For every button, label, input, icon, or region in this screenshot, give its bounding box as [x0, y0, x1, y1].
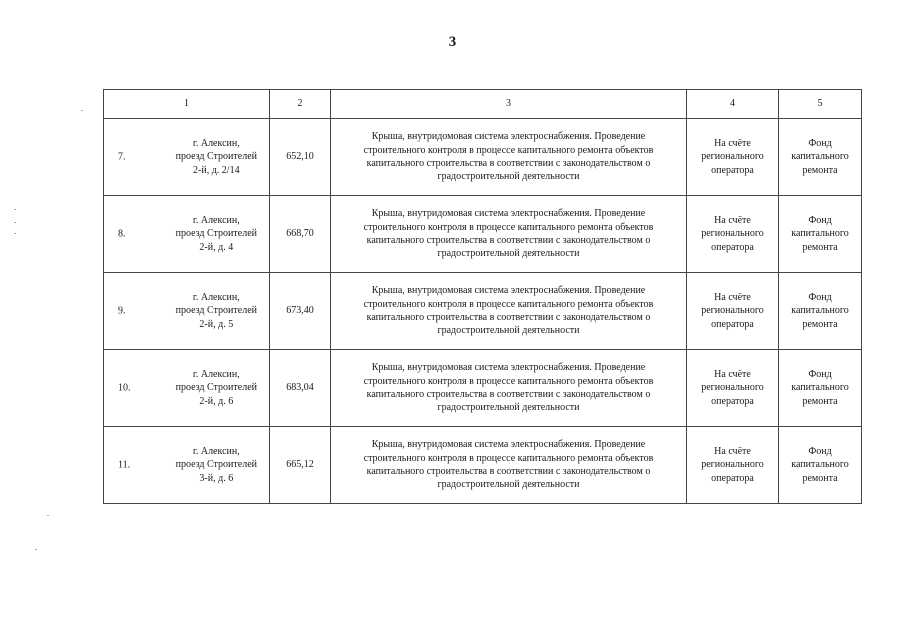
address-text	[176, 137, 257, 177]
address-line: проезд Строителей	[175, 228, 257, 240]
address-cell	[104, 350, 270, 427]
fund-line: ремонта	[802, 395, 838, 407]
address-line: г. Алексин,	[192, 214, 240, 226]
address-line: 2-й, д. 4	[199, 241, 234, 253]
address-line: 2-й, д. 2/14	[193, 164, 240, 176]
account-cell	[687, 196, 779, 273]
page-number: 3	[448, 34, 457, 50]
address-line: проезд Строителей	[175, 151, 257, 163]
account-line: оператора	[711, 164, 754, 176]
work-description-line: капитального строительства в соответствии с законодательством о	[366, 466, 651, 477]
address-line: проезд Строителей	[175, 305, 257, 317]
account-line: оператора	[711, 395, 754, 407]
work-description-line: строительного контроля в процессе капитального ремонта объектов	[363, 452, 654, 464]
work-description-line: Крыша, внутридомовая система электроснабжения. Проведение	[371, 285, 646, 297]
address-cell	[104, 427, 270, 504]
column-header: 3	[331, 90, 687, 119]
area-cell: 665,12	[270, 427, 331, 504]
work-description-cell	[331, 196, 687, 273]
fund-line: ремонта	[802, 164, 838, 176]
work-description-cell	[331, 119, 687, 196]
margin-mark	[14, 222, 16, 223]
fund-line: Фонд	[808, 291, 832, 303]
address-text	[176, 291, 257, 331]
row-number: 9.	[118, 305, 126, 317]
fund-line: капитального	[791, 228, 849, 240]
account-line: оператора	[711, 472, 754, 484]
account-line: На счёте	[714, 214, 751, 226]
column-header: 4	[687, 90, 779, 119]
fund-cell	[779, 273, 862, 350]
account-line: На счёте	[714, 137, 751, 149]
address-line: проезд Строителей	[175, 459, 257, 471]
fund-line: Фонд	[808, 368, 832, 380]
address-text	[176, 368, 257, 408]
account-line: На счёте	[714, 291, 751, 303]
address-cell	[104, 273, 270, 350]
fund-line: ремонта	[802, 241, 838, 253]
work-description-line: капитального строительства в соответствии с законодательством о	[366, 389, 651, 400]
work-description-line: градостроительной деятельности	[437, 479, 580, 491]
work-description-line: строительного контроля в процессе капитального ремонта объектов	[363, 221, 654, 233]
row-number: 7.	[118, 151, 126, 163]
fund-line: Фонд	[808, 214, 832, 226]
account-cell	[687, 119, 779, 196]
address-line: г. Алексин,	[192, 291, 240, 303]
work-description-line: капитального строительства в соответствии с законодательством о	[366, 158, 651, 169]
margin-mark	[81, 110, 83, 111]
fund-line: капитального	[791, 151, 849, 163]
table-header-row	[104, 90, 862, 119]
work-description-cell	[331, 273, 687, 350]
fund-cell	[779, 119, 862, 196]
row-number: 8.	[118, 228, 126, 240]
work-description-line: Крыша, внутридомовая система электроснабжения. Проведение	[371, 439, 646, 451]
address-line: 3-й, д. 6	[199, 472, 234, 484]
table-row	[104, 119, 862, 196]
fund-line: капитального	[791, 305, 849, 317]
work-description-cell	[331, 350, 687, 427]
address-line: проезд Строителей	[175, 382, 257, 394]
work-description-cell	[331, 427, 687, 504]
account-line: регионального	[701, 382, 764, 394]
table-row	[104, 196, 862, 273]
work-description-line: капитального строительства в соответствии с законодательством о	[366, 312, 651, 323]
column-header: 1	[104, 90, 270, 119]
fund-cell	[779, 427, 862, 504]
account-cell	[687, 427, 779, 504]
fund-cell	[779, 196, 862, 273]
row-number: 10.	[118, 382, 131, 394]
margin-mark	[35, 549, 37, 550]
account-line: оператора	[711, 318, 754, 330]
row-number: 11.	[118, 459, 131, 471]
address-cell	[104, 119, 270, 196]
table-row	[104, 273, 862, 350]
address-line: г. Алексин,	[192, 137, 240, 149]
area-cell: 673,40	[270, 273, 331, 350]
address-text	[176, 445, 257, 485]
margin-mark	[14, 209, 16, 210]
account-line: регионального	[701, 228, 764, 240]
account-line: оператора	[711, 241, 754, 253]
account-cell	[687, 273, 779, 350]
work-description-line: градостроительной деятельности	[437, 248, 580, 260]
address-line: 2-й, д. 6	[199, 395, 234, 407]
fund-cell	[779, 350, 862, 427]
column-header: 5	[779, 90, 862, 119]
fund-line: Фонд	[808, 445, 832, 457]
table-row	[104, 427, 862, 504]
fund-line: капитального	[791, 459, 849, 471]
address-line: г. Алексин,	[192, 445, 240, 457]
fund-line: капитального	[791, 382, 849, 394]
account-line: регионального	[701, 459, 764, 471]
address-cell	[104, 196, 270, 273]
area-cell: 668,70	[270, 196, 331, 273]
address-line: г. Алексин,	[192, 368, 240, 380]
margin-mark	[14, 233, 16, 234]
area-cell: 652,10	[270, 119, 331, 196]
work-description-line: градостроительной деятельности	[437, 171, 580, 183]
work-description-line: строительного контроля в процессе капитального ремонта объектов	[363, 298, 654, 310]
repair-schedule-table	[103, 89, 862, 504]
account-line: регионального	[701, 305, 764, 317]
area-cell: 683,04	[270, 350, 331, 427]
account-line: На счёте	[714, 445, 751, 457]
address-line: 2-й, д. 5	[199, 318, 234, 330]
account-line: На счёте	[714, 368, 751, 380]
address-text	[176, 214, 257, 254]
work-description-line: строительного контроля в процессе капитального ремонта объектов	[363, 375, 654, 387]
column-header: 2	[270, 90, 331, 119]
margin-mark	[47, 515, 49, 516]
account-line: регионального	[701, 151, 764, 163]
work-description-line: градостроительной деятельности	[437, 325, 580, 337]
work-description-line: Крыша, внутридомовая система электроснабжения. Проведение	[371, 131, 646, 143]
work-description-line: градостроительной деятельности	[437, 402, 580, 414]
account-cell	[687, 350, 779, 427]
work-description-line: капитального строительства в соответствии с законодательством о	[366, 235, 651, 246]
work-description-line: Крыша, внутридомовая система электроснабжения. Проведение	[371, 362, 646, 374]
fund-line: ремонта	[802, 472, 838, 484]
fund-line: Фонд	[808, 137, 832, 149]
table-row	[104, 350, 862, 427]
work-description-line: строительного контроля в процессе капитального ремонта объектов	[363, 144, 654, 156]
work-description-line: Крыша, внутридомовая система электроснабжения. Проведение	[371, 208, 646, 220]
fund-line: ремонта	[802, 318, 838, 330]
